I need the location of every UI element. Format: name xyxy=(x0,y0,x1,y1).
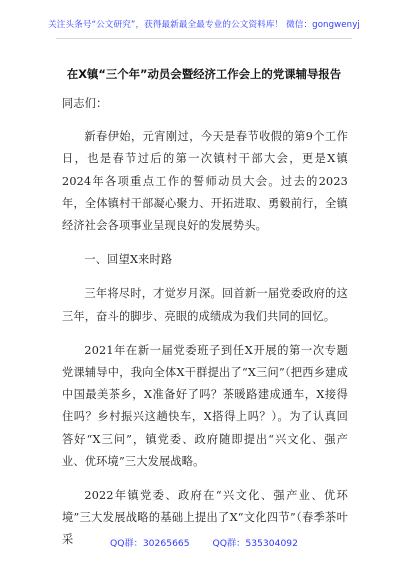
document-title: 在X镇“三个年”动员会暨经济工作会上的党课辅导报告 xyxy=(66,67,342,81)
section-heading: 一、回望X来时路 xyxy=(84,253,173,267)
paragraph: 2021年在新一届党委班子到任X开展的第一次专题党课辅导中，我向全体X干群提出了“X三问”（把西乡建成中国最美茶乡，X准备好了吗？茶暖路建成通车，X接得住吗？乡村振兴这趟快车，X搭得上吗？）。为了认真回答好“X三问”，镇党委、政府随即提出“兴文化、强产业、优环境”三大发展战略。 xyxy=(62,343,348,468)
header-banner: 关注头条号“公文研究”，获得最新最全最专业的公文资料库！ 微信：gongwenyj xyxy=(48,20,360,30)
footer-qq-group-1: QQ群：30265665 xyxy=(110,538,190,549)
paragraph: 2022年镇党委、政府在“兴文化、强产业、优环境”三大发展战略的基础上提出了X“文化四节”（春季茶叶采 xyxy=(62,489,348,547)
footer xyxy=(0,535,408,549)
document-body xyxy=(62,93,348,564)
paragraph: 三年将尽时，才觉岁月深。回首新一届党委政府的这三年，奋斗的脚步、亮眼的成绩成为我们共同的回忆。 xyxy=(62,287,348,323)
paragraph: 新春伊始，元宵刚过，今天是春节收假的第9个工作日，也是春节过后的第一次镇村干部大会，更是X镇2024年各项重点工作的誓师动员大会。过去的2023年，全体镇村干部凝心聚力、开拓进取、勇毅前行，全镇经济社会各项事业呈现良好的发展势头。 xyxy=(62,130,348,233)
footer-qq-group-2: QQ群：535304092 xyxy=(212,538,298,549)
salutation: 同志们： xyxy=(62,97,108,110)
header-divider xyxy=(56,38,352,39)
